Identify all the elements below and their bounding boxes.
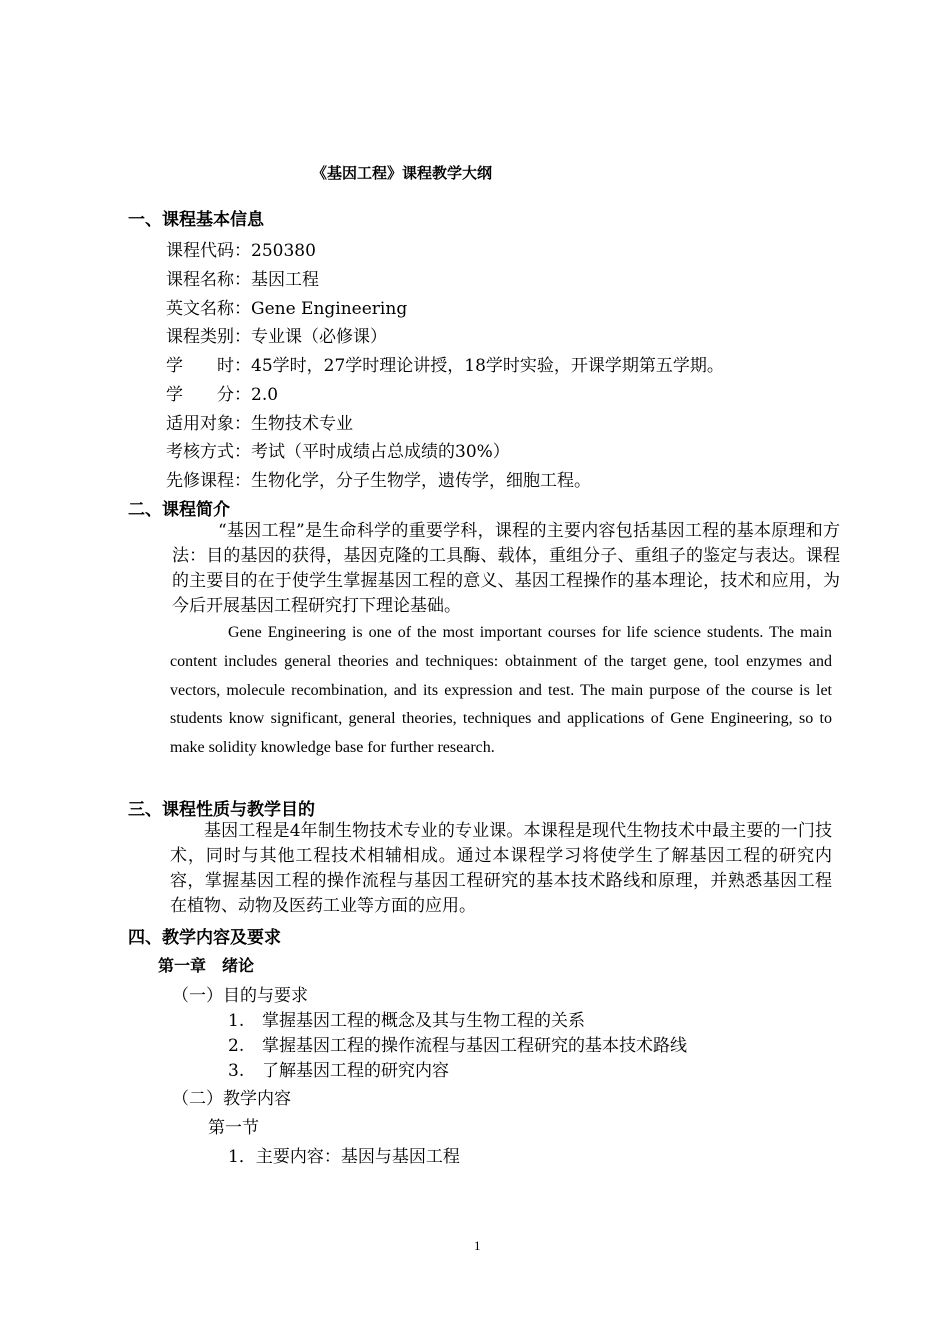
info-label: 英文名称： — [166, 299, 251, 319]
info-row-credits — [166, 380, 278, 405]
info-value: 专业课（必修课） — [251, 327, 387, 347]
document-title: 《基因工程》课程教学大纲 — [312, 164, 493, 182]
info-label: 课程名称： — [166, 270, 251, 290]
goal-text: 掌握基因工程的概念及其与生物工程的关系 — [262, 1011, 585, 1031]
info-value: 250380 — [251, 241, 316, 261]
info-row-hours — [166, 351, 724, 376]
chapter-heading: 第一章 绪论 — [158, 956, 255, 975]
goal-text: 了解基因工程的研究内容 — [262, 1061, 449, 1081]
section-2-heading: 二、课程简介 — [128, 500, 230, 520]
info-value: 45学时，27学时理论讲授，18学时实验，开课学期第五学期。 — [251, 356, 724, 376]
page-number: 1 — [474, 1238, 481, 1253]
section-label: 第一节 — [208, 1118, 259, 1138]
info-row-course-type — [166, 322, 387, 347]
goals-heading: （一）目的与要求 — [172, 986, 308, 1006]
info-row-course-name — [166, 265, 319, 290]
info-label: 课程代码： — [166, 241, 251, 261]
goal-number: 2. — [228, 1036, 245, 1056]
intro-paragraph-chinese: “基因工程”是生命科学的重要学科，课程的主要内容包括基因工程的基本原理和方法：目的基因的获得，基因克隆的工具酶、载体，重组分子、重组子的鉴定与表达。课程的主要目的在于使学生掌握基因工程的意义、基因工程操作的基本理论，技术和应用，为今后开展基因工程研究打下理论基础。 — [172, 521, 840, 616]
goal-item — [228, 1006, 585, 1031]
info-value: 生物技术专业 — [251, 414, 353, 434]
info-label: 课程类别： — [166, 327, 251, 347]
section-4-heading: 四、教学内容及要求 — [128, 928, 281, 948]
section-3-heading: 三、课程性质与教学目的 — [128, 800, 315, 820]
info-value: Gene Engineering — [251, 299, 408, 319]
info-row-assessment — [166, 437, 510, 462]
info-label: 学 分： — [166, 385, 251, 405]
info-label: 考核方式： — [166, 442, 251, 462]
goal-item — [228, 1031, 687, 1056]
info-row-audience — [166, 409, 353, 434]
intro-paragraph-english: Gene Engineering is one of the most important courses for life science students. The main content includes general theories and techniques: obtainment of the target gene, tool enzymes and vectors, molecule recombination, and its expression and test. The main purpose of the course is let students know significant, general theories, techniques and applications of Gene Engineering, so to make solidity knowledge base for further research. — [170, 624, 832, 757]
goal-item — [228, 1056, 449, 1081]
info-label: 先修课程： — [166, 471, 251, 491]
info-value: 考试（平时成绩占总成绩的30%） — [251, 442, 510, 462]
info-row-prerequisites — [166, 466, 591, 491]
content-item: 1．主要内容：基因与基因工程 — [228, 1147, 460, 1167]
info-value: 基因工程 — [251, 270, 319, 290]
info-label: 适用对象： — [166, 414, 251, 434]
section-1-heading: 一、课程基本信息 — [128, 210, 264, 230]
goal-text: 掌握基因工程的操作流程与基因工程研究的基本技术路线 — [262, 1036, 687, 1056]
info-row-english-name — [166, 294, 407, 319]
nature-paragraph: 基因工程是4年制生物技术专业的专业课。本课程是现代生物技术中最主要的一门技术，同时与其他工程技术相辅相成。通过本课程学习将使学生了解基因工程的研究内容，掌握基因工程的操作流程与基因工程研究的基本技术路线和原理，并熟悉基因工程在植物、动物及医药工业等方面的应用。 — [170, 821, 832, 916]
goal-number: 1. — [228, 1011, 245, 1031]
goal-number: 3. — [228, 1061, 245, 1081]
info-value: 2.0 — [251, 385, 279, 405]
content-heading: （二）教学内容 — [172, 1089, 291, 1109]
info-value: 生物化学，分子生物学，遗传学，细胞工程。 — [251, 471, 591, 491]
info-row-course-code — [166, 236, 316, 261]
info-label: 学 时： — [166, 356, 251, 376]
